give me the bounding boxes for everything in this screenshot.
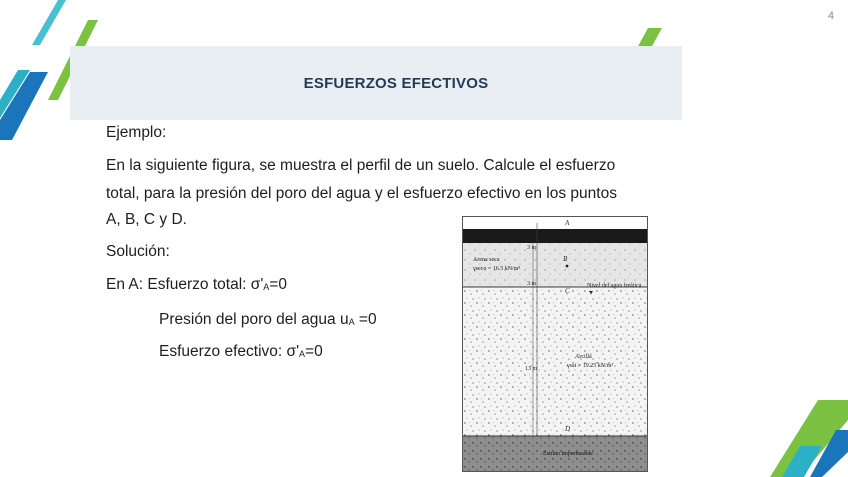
effective-label: Esfuerzo efectivo: <box>159 343 287 360</box>
figure-point-a: A <box>565 219 570 227</box>
problem-line-1: En la siguiente figura, se muestra el perfil de un suelo. Calcule el esfuerzo <box>106 157 616 174</box>
base-layer-label: Estrato impermeable <box>543 451 593 457</box>
clay-layer <box>463 288 647 436</box>
ejemplo-label: Ejemplo: <box>106 124 167 141</box>
point-a-total-stress <box>106 273 287 299</box>
dry-sand-layer <box>463 243 647 287</box>
point-a-pore-pressure <box>159 308 377 334</box>
soil-profile-diagram <box>463 217 647 471</box>
dimension-middle: 3 m <box>527 281 537 287</box>
point-a-prefix: En A: Esfuerzo total: <box>106 276 251 293</box>
dimension-bottom: 13 m <box>525 366 538 372</box>
figure-point-d: D <box>565 425 571 433</box>
eff-sigma-symbol: σ' <box>286 343 300 360</box>
eff-sigma-value: =0 <box>305 343 323 360</box>
pore-label: Presión del poro del agua u <box>159 311 349 328</box>
solucion-label: Solución: <box>106 243 170 260</box>
layer1-name: Arena seca <box>473 257 500 263</box>
layer2-gamma: γsat = 19.25 kN/m³ <box>567 363 614 369</box>
problem-line-3: A, B, C y D. <box>106 211 187 228</box>
page-number: 4 <box>827 10 834 22</box>
pore-value: =0 <box>354 311 377 328</box>
dimension-top: 3 m <box>527 245 537 251</box>
slide-title: ESFUERZOS EFECTIVOS <box>303 74 489 92</box>
layer1-gamma: γseco = 16.5 kN/m³ <box>473 266 521 272</box>
figure-point-b: B <box>563 255 568 263</box>
sigma-value: =0 <box>269 276 287 293</box>
soil-profile-figure <box>462 216 648 472</box>
water-table-label: Nivel del agua freática <box>587 283 642 289</box>
sigma-subscript: A <box>263 282 270 292</box>
pore-subscript: A <box>348 317 355 327</box>
figure-point-c: C <box>565 287 570 295</box>
point-b-marker <box>566 265 569 268</box>
sigma-symbol: σ' <box>250 276 264 293</box>
point-a-effective-stress <box>159 340 323 366</box>
problem-line-2: total, para la presión del poro del agua y el esfuerzo efectivo en los puntos <box>106 185 617 202</box>
layer2-name: Arcilla <box>575 354 592 360</box>
eff-sigma-subscript: A <box>299 349 306 359</box>
ground-surface <box>463 229 647 243</box>
